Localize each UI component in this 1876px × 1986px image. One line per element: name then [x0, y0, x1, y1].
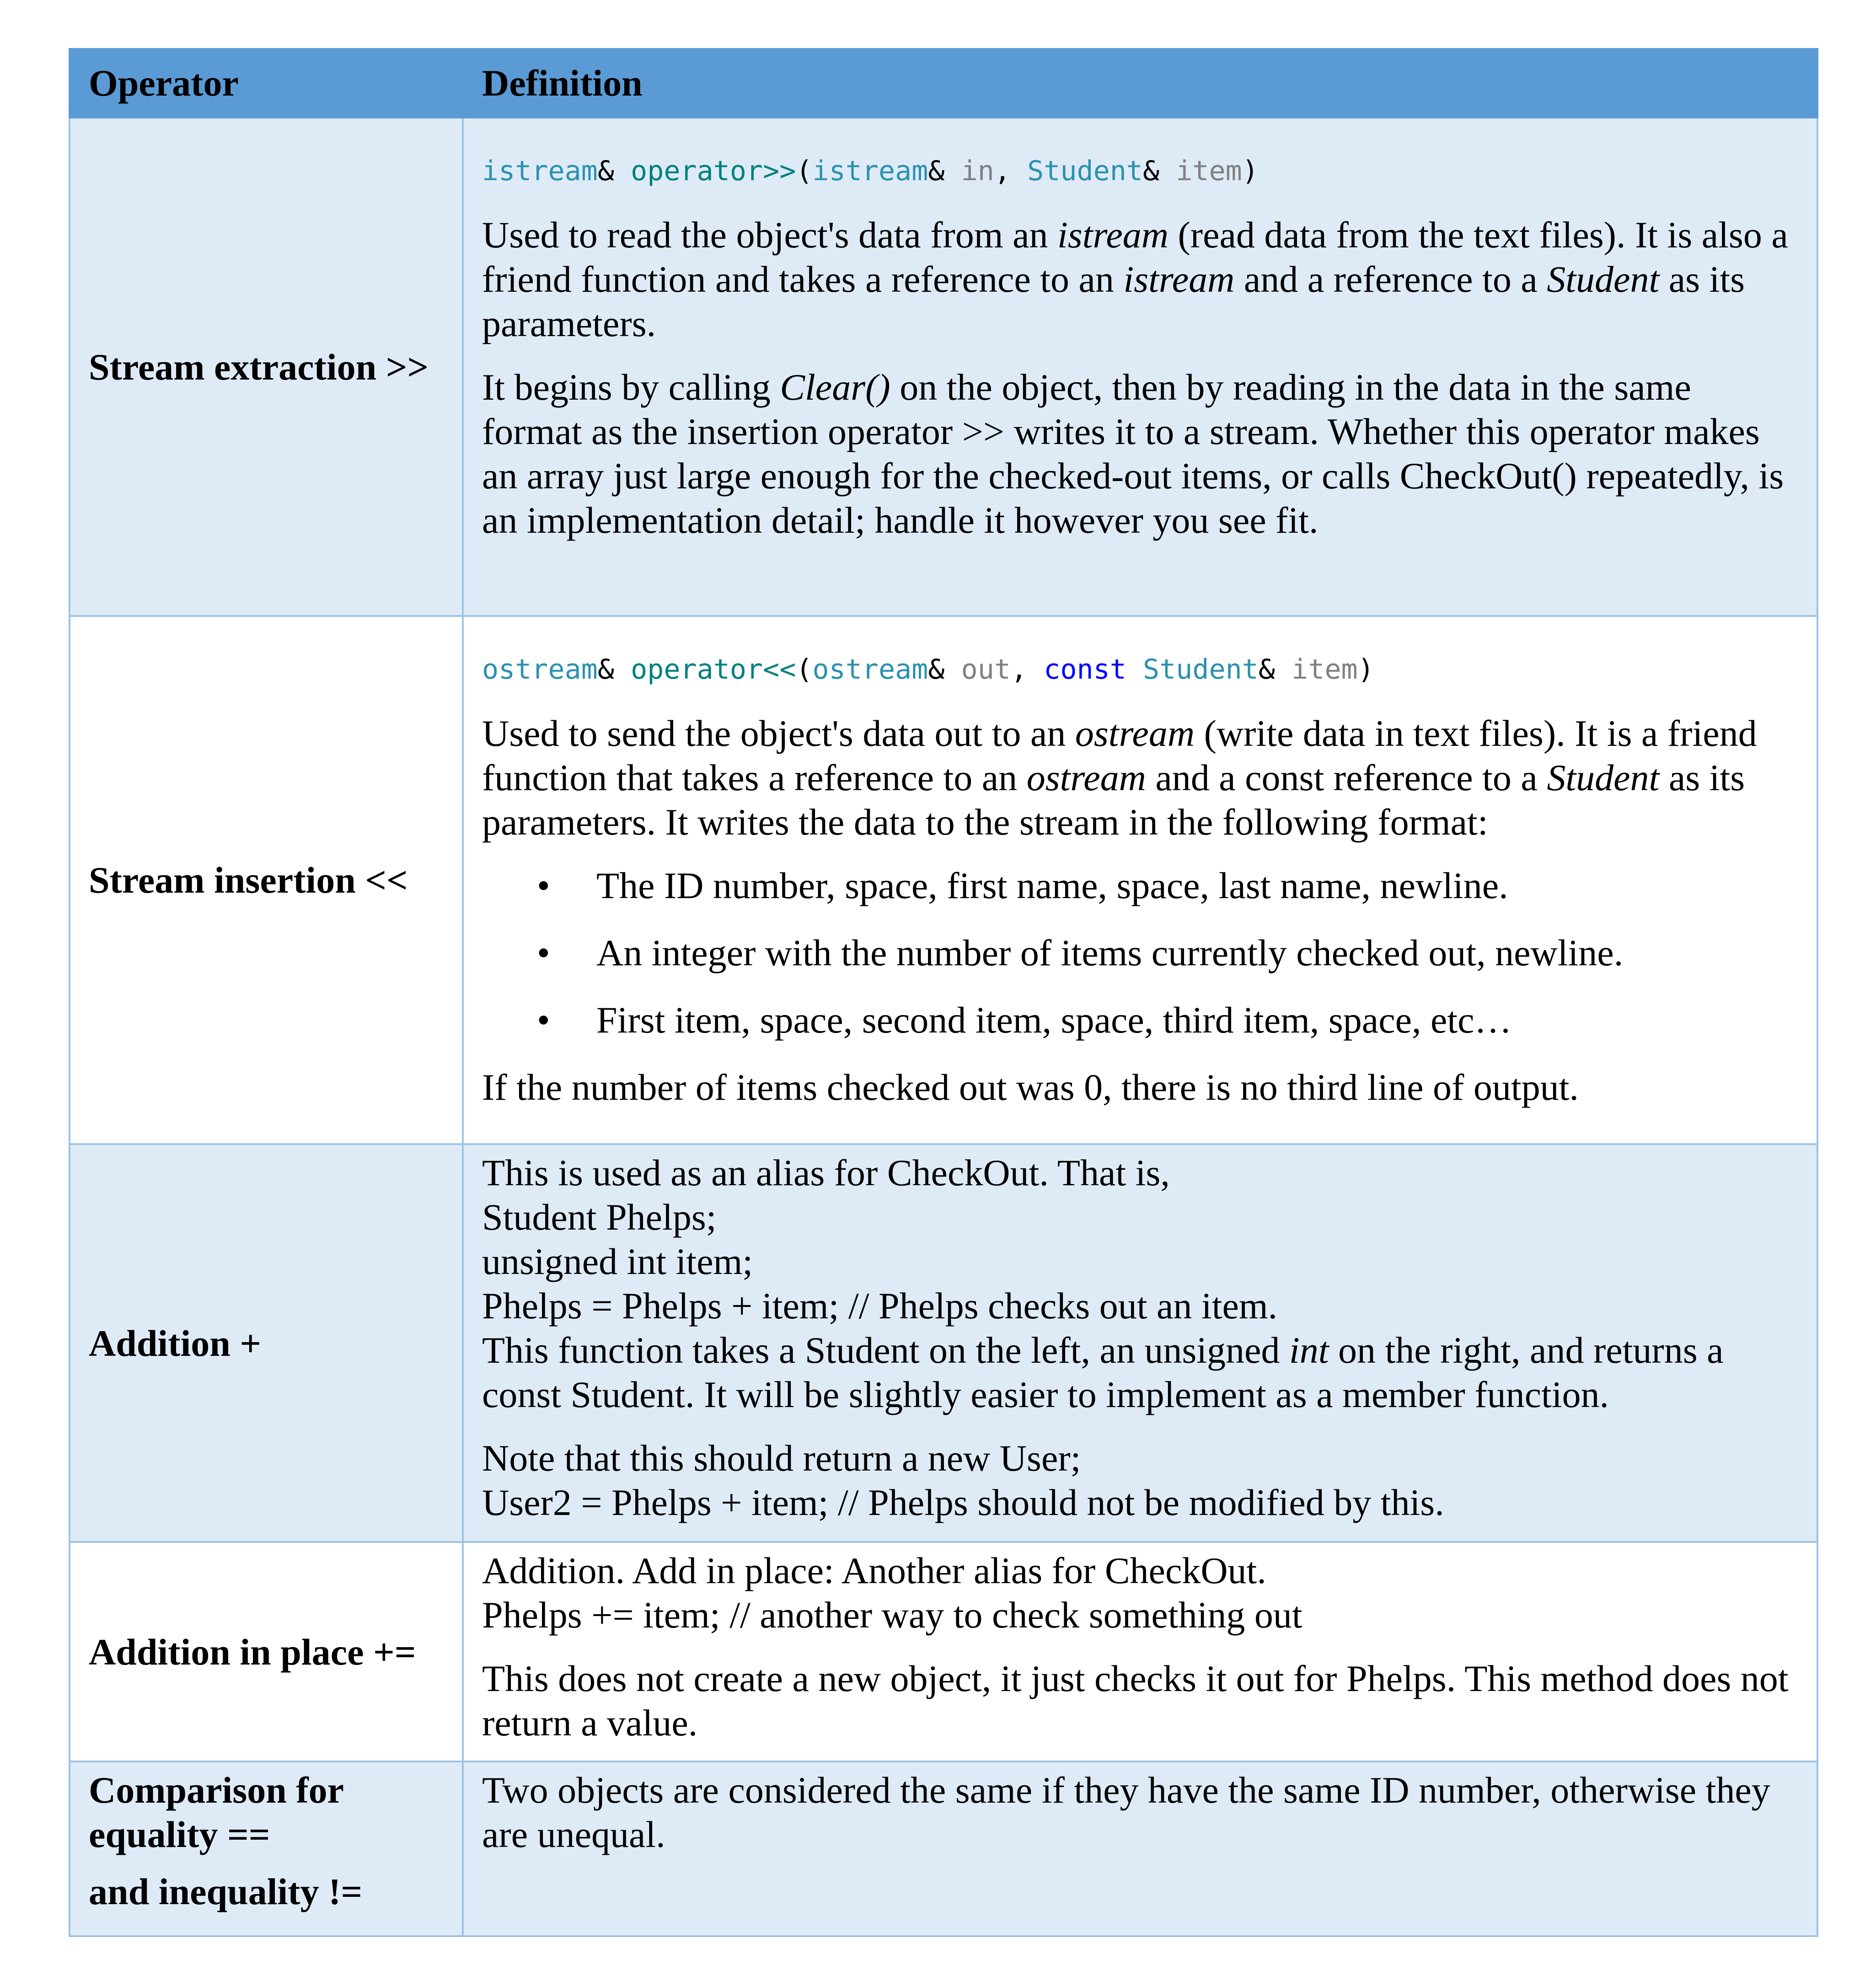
insertion-closing-note: If the number of items checked out was 0, there is no third line of output.: [482, 1066, 1579, 1108]
addition-line: unsigned int item;: [482, 1241, 753, 1282]
list-item: • An integer with the number of items currently checked out, newline.: [482, 931, 1798, 975]
operator-stream-extraction: Stream extraction >>: [70, 118, 463, 616]
definition-stream-insertion: [463, 616, 1817, 1144]
extraction-behavior: It begins by calling Clear() on the object, then by reading in the data in the same format as the insertion operator >> writes it to a stream. Whether this operator makes an array just large enough for the checked-out items, or calls CheckOut() repeatedly, is an implementation detail; handle it however you see fit.: [482, 366, 1784, 541]
addition-line: This is used as an alias for CheckOut. That is,: [482, 1152, 1170, 1194]
operators-table: [69, 48, 1818, 1937]
header-definition: Definition: [463, 49, 1817, 118]
add-in-place-line: Phelps += item; // another way to check something out: [482, 1594, 1302, 1636]
addition-line: Student Phelps;: [482, 1196, 717, 1238]
definition-comparison: Two objects are considered the same if they have the same ID number, otherwise they are unequal.: [463, 1761, 1817, 1936]
definition-stream-extraction: [463, 118, 1817, 616]
table-row: [70, 616, 1817, 1144]
output-format-list: [482, 863, 1798, 1042]
list-item: • First item, space, second item, space, third item, space, etc…: [482, 998, 1798, 1042]
add-in-place-line: Addition. Add in place: Another alias for CheckOut.: [482, 1550, 1266, 1591]
addition-description: This function takes a Student on the left, an unsigned int on the right, and returns a const Student. It will be slightly easier to implement as a member function.: [482, 1329, 1724, 1415]
list-item: • The ID number, space, first name, space, last name, newline.: [482, 863, 1798, 908]
addition-line: Phelps = Phelps + item; // Phelps checks out an item.: [482, 1285, 1278, 1327]
definition-addition: [463, 1144, 1817, 1542]
addition-note: User2 = Phelps + item; // Phelps should not be modified by this.: [482, 1482, 1444, 1523]
table-row: [70, 118, 1817, 616]
definition-addition-in-place: [463, 1542, 1817, 1761]
bullet-icon: •: [537, 932, 550, 974]
operator-comparison: Comparison for equality == and inequality !=: [70, 1761, 463, 1936]
bullet-icon: •: [537, 999, 550, 1041]
extraction-description: Used to read the object's data from an istream (read data from the text files). It is also a friend function and takes a reference to an istream and a reference to a Student as its parameters.: [482, 214, 1788, 344]
table-row: [70, 1144, 1817, 1542]
operator-addition-in-place: Addition in place +=: [70, 1542, 463, 1761]
operator-stream-insertion: Stream insertion <<: [70, 616, 463, 1144]
insertion-description: Used to send the object's data out to an ostream (write data in text files). It is a friend function that takes a reference to an ostream and a const reference to a Student as its parameters. It writes the data to the stream in the following format:: [482, 712, 1757, 843]
bullet-icon: •: [537, 865, 550, 906]
extraction-signature: istream& operator>>(istream& in, Student& item): [482, 155, 1259, 187]
table-row: [70, 1761, 1817, 1936]
table-header-row: [70, 49, 1817, 118]
table-row: [70, 1542, 1817, 1761]
add-in-place-description: This does not create a new object, it just checks it out for Phelps. This method does not return a value.: [482, 1658, 1789, 1744]
operator-addition: Addition +: [70, 1144, 463, 1542]
header-operator: Operator: [70, 49, 463, 118]
insertion-signature: ostream& operator<<(ostream& out, const Student& item): [482, 653, 1374, 685]
addition-note: Note that this should return a new User;: [482, 1437, 1081, 1479]
